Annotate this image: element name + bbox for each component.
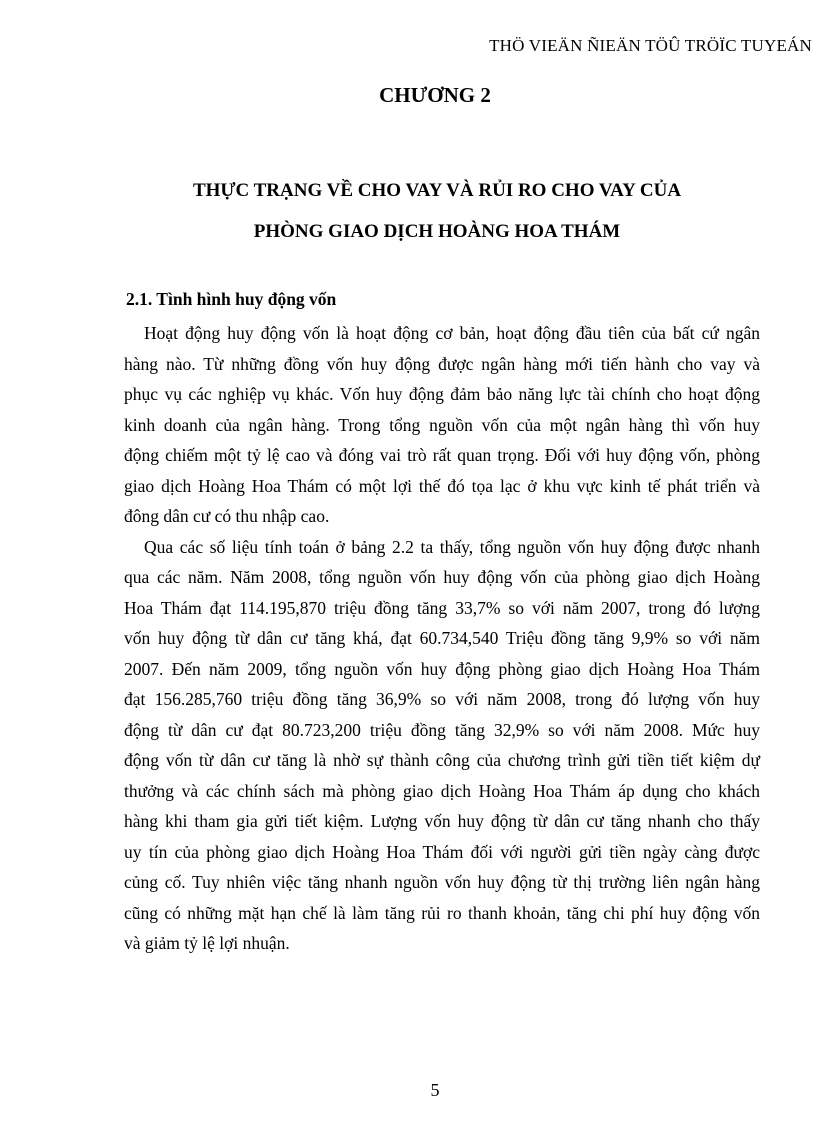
paragraph-line: Hoạt động huy động vốn là hoạt động cơ bản, hoạt động đầu tiên của bất cứ ngân [144,323,760,343]
paragraph-line: uy tín của phòng giao dịch Hoàng Hoa Thám đối với người gửi tiền ngày càng được [124,841,760,862]
paragraph-line: qua các năm. Năm 2008, tổng nguồn vốn huy động vốn của phòng giao dịch Hoàng [124,567,760,587]
paragraph-line: phục vụ các nghiệp vụ khác. Vốn huy động đảm bảo năng lực tài chính cho hoạt động [124,384,760,404]
paragraph-line: hàng nào. Từ những đồng vốn huy động được ngân hàng mới tiến hành cho vay và [124,353,760,374]
paragraph-line: thưởng và các chính sách mà phòng giao dịch Hoàng Hoa Thám áp dụng cho khách [124,780,760,801]
page-number: 5 [430,1080,440,1100]
paragraph-line: động chiếm một tỷ lệ cao và đóng vai trò rất quan trọng. Đối với huy động vốn, phòng [124,445,760,465]
chapter-title-line-2: PHÒNG GIAO DỊCH HOÀNG HOA THÁM [253,221,621,242]
paragraph-line: Hoa Thám đạt 114.195,870 triệu đồng tăng 33,7% so với năm 2007, trong đó lượng [124,597,760,618]
paragraph-line: đông dân cư có thu nhập cao. [124,506,330,526]
paragraph-line: cũng có những mặt hạn chế là làm tăng rủi ro thanh khoản, tăng chi phí huy động vốn [124,902,760,923]
paragraph-line: Qua các số liệu tính toán ở bảng 2.2 ta thấy, tổng nguồn vốn huy động được nhanh [144,536,760,557]
chapter-heading: CHƯƠNG 2 [379,83,491,107]
paragraph-line: động vốn từ dân cư tăng là nhờ sự thành công của chương trình gửi tiền tiết kiệm dự [124,750,760,770]
paragraph-line: động từ dân cư đạt 80.723,200 triệu đồng tăng 32,9% so với năm 2008. Mức huy [124,719,760,740]
body-text [124,318,760,959]
paragraph-2 [124,532,760,959]
paragraph-line: đạt 156.285,760 triệu đồng tăng 36,9% so với năm 2008, trong đó lượng vốn huy [124,689,760,709]
paragraph-line: và giảm tỷ lệ lợi nhuận. [124,933,290,953]
paragraph-1 [124,318,760,532]
paragraph-line: vốn huy động từ dân cư tăng khá, đạt 60.734,540 Triệu đồng tăng 9,9% so với năm [124,628,760,648]
paragraph-line: củng cố. Tuy nhiên việc tăng nhanh nguồn vốn huy động từ thị trường liên ngân hàng [124,872,760,892]
paragraph-line: 2007. Đến năm 2009, tổng nguồn vốn huy động phòng giao dịch Hoàng Hoa Thám [124,658,760,679]
running-header: THÖ VIEÄN ÑIEÄN TÖÛ TRÖÏC TUYEÁN [489,36,812,55]
paragraph-line: kinh doanh của ngân hàng. Trong tổng nguồn vốn của một ngân hàng thì vốn huy [124,414,760,435]
paragraph-line: giao dịch Hoàng Hoa Thám có một lợi thế đó tọa lạc ở khu vực kinh tế phát triển và [124,475,760,496]
chapter-title-line-1: THỰC TRẠNG VỀ CHO VAY VÀ RỦI RO CHO VAY CỦA [192,180,682,201]
paragraph-line: hàng khi tham gia gửi tiết kiệm. Lượng vốn huy động từ dân cư tăng nhanh cho thấy [124,811,760,831]
section-heading: 2.1. Tình hình huy động vốn [126,289,337,309]
chapter-title [0,170,816,252]
